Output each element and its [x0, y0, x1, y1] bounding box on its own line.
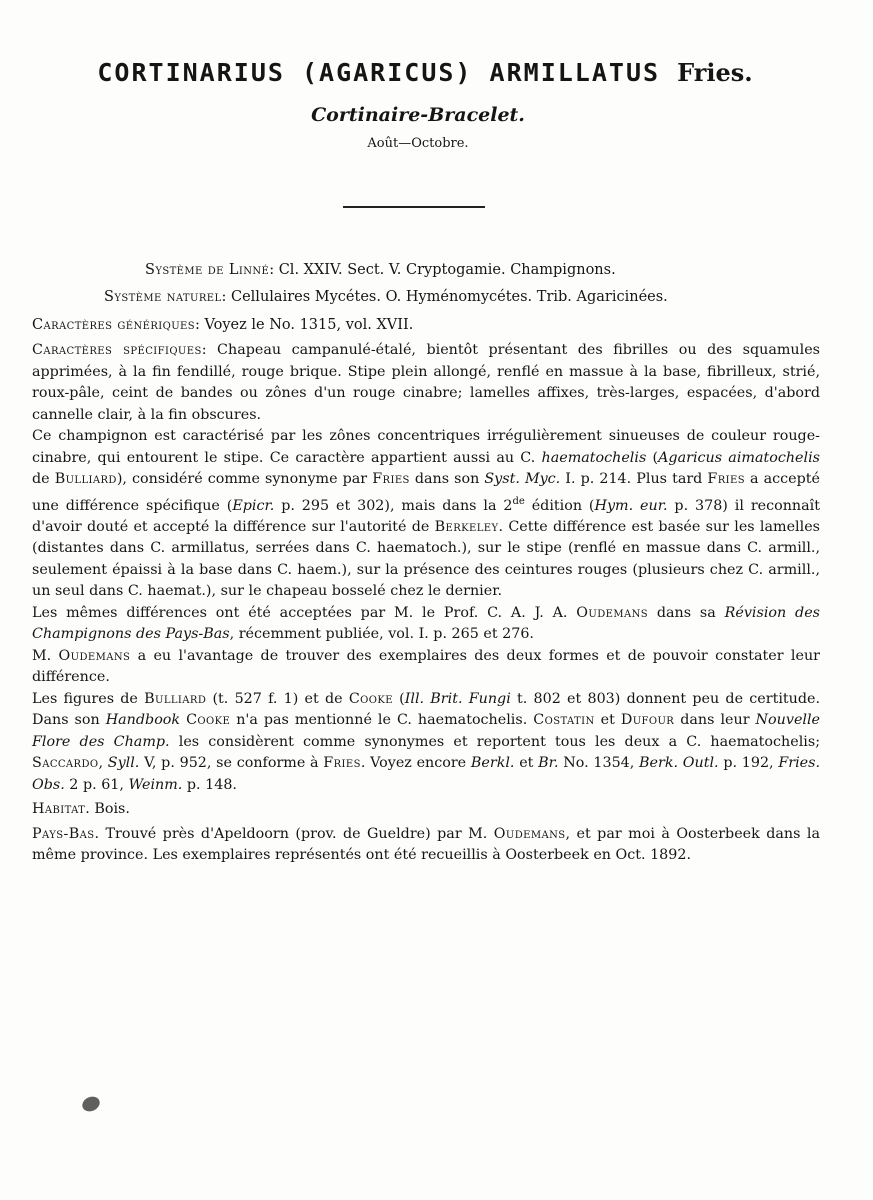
specifiques-text: : Chapeau campanulé-étalé, bientôt présentant des fibrilles ou des squamules apprimées, à la fin fendillé, rouge brique. Stipe plein allongé, renflé en massue à la base, fibrilleux, strié, roux-pâle, ceint de bandes ou zônes d'un rouge cinabre; lamelles affixes, très-larges, espacées, d'abord cannelle clair, à la fin obscures. — [32, 342, 821, 423]
naturel-label: Système naturel — [104, 289, 222, 305]
author-name: Dufour — [620, 712, 675, 729]
text: p. 295 et 302), mais dans la 2 — [274, 497, 513, 514]
linne-line — [145, 260, 616, 280]
italic-text: Berkl. — [470, 755, 515, 772]
text: . Trouvé près d'Apeldoorn (prov. de Gueldre) par M. — [94, 825, 494, 842]
species-name: CORTINARIUS (AGARICUS) ARMILLATUS — [97, 58, 661, 87]
italic-text: Ill. Brit. Fungi — [404, 690, 511, 707]
author-name: Fries — [372, 471, 410, 487]
text: p. 192, — [718, 755, 779, 772]
text: V, p. 952, se conforme à — [139, 755, 324, 772]
text: les considèrent comme synonymes et reportent tous les deux a C. haematochelis; — [169, 733, 821, 750]
text: Les mêmes différences ont été acceptées par M. le Prof. C. A. J. A. — [32, 604, 577, 621]
text: ), considéré comme synonyme par — [116, 471, 373, 487]
text: No. 1354, — [558, 755, 640, 772]
habitat-label: Habitat — [32, 801, 86, 818]
season: Août—Octobre. — [367, 136, 469, 151]
paragraph-specifiques — [32, 340, 820, 426]
text: ( — [646, 449, 659, 466]
author-name: Cooke — [348, 690, 393, 707]
italic-text: Berk. Outl. — [639, 755, 719, 772]
italic-text: Nouvelle Flore des Champ. — [32, 712, 821, 750]
generiques-line — [32, 315, 413, 335]
text: . Cette différence est basée sur les lamelles (distantes dans C. armillatus, serrées dans C. haematoch.), sur le stipe (renflé en massue dans C. armill., seulement épaissi à la base dans C. haem.), sur la présence des ceintures rouges (plusieurs chez C. armill., un seul dans C. haemat.), sur le chapeau bosselé chez le dernier. — [32, 518, 820, 600]
author-name: Costatin — [533, 712, 595, 729]
text: . Voyez encore — [360, 755, 471, 772]
paragraph-oudemans-specimens — [32, 646, 820, 689]
text: a eu l'avantage de trouver des exemplaires des deux formes et de pouvoir constater leur différence. — [32, 647, 820, 686]
species-title — [30, 58, 820, 87]
text: dans son — [409, 471, 485, 487]
ink-stain — [80, 1094, 102, 1114]
text: p. 378) il reconnaît d'avoir douté et accepté la différence sur l'autorité de — [32, 497, 820, 535]
italic-text: Epicr. — [232, 497, 275, 514]
italic-text: haematochelis — [541, 449, 647, 466]
text: a accepté une différence spécifique ( — [32, 471, 820, 514]
specifiques-label: Caractères spécifiques — [32, 342, 202, 358]
italic-text: Hym. eur. — [594, 497, 668, 514]
text: édition ( — [524, 497, 595, 514]
author-name: Bulliard — [144, 690, 207, 707]
text: Les figures de — [32, 690, 145, 707]
paragraph-figures — [32, 689, 820, 797]
text: I. p. 214. Plus tard — [560, 471, 708, 487]
pays-bas-label: Pays-Bas — [32, 825, 95, 842]
text: , récemment publiée, vol. I. p. 265 et 276. — [229, 626, 534, 643]
linne-text: : Cl. XXIV. Sect. V. Cryptogamie. Champignons. — [269, 262, 616, 278]
habitat-text: . Bois. — [85, 801, 130, 818]
naturel-text: : Cellulaires Mycétes. O. Hyménomycétes. Trib. Agaricinées. — [221, 289, 668, 305]
text: , — [98, 755, 108, 772]
text: p. 148. — [182, 776, 237, 793]
author-name: Oudemans — [58, 647, 131, 664]
italic-text: Syll. — [107, 755, 140, 772]
author-name: Cooke — [186, 712, 231, 729]
italic-text: Syst. Myc. — [484, 471, 561, 487]
italic-text: Agaricus aimatochelis — [658, 449, 820, 466]
text: et — [594, 712, 621, 729]
italic-text: Fries. Obs. — [32, 755, 821, 793]
linne-label: Système de Linné — [145, 262, 270, 278]
naturel-line — [104, 287, 668, 307]
paragraph-habitat — [32, 799, 820, 821]
text: ( — [392, 690, 405, 707]
text: dans leur — [674, 712, 756, 729]
generiques-text: : Voyez le No. 1315, vol. XVII. — [194, 317, 414, 333]
separator-rule — [343, 206, 485, 208]
generiques-label: Caractères génériques — [32, 317, 195, 333]
text: n'a pas mentionné le C. haematochelis. — [230, 712, 534, 729]
text: et — [514, 755, 539, 772]
author-name: Fries — [707, 471, 745, 487]
author-name: Fries — [323, 755, 361, 772]
author-name: Berkeley — [434, 518, 499, 535]
text: dans sa — [648, 604, 725, 621]
author-name: Saccardo — [32, 755, 99, 772]
author-name: Bulliard — [54, 471, 117, 487]
text: 2 p. 61, — [64, 776, 129, 793]
author-name: Oudemans — [576, 604, 649, 621]
paragraph-oudemans-revision — [32, 603, 820, 646]
paragraph-pays-bas — [32, 824, 820, 867]
text: (t. 527 f. 1) et de — [206, 690, 349, 707]
paragraph-characterisation — [32, 426, 820, 603]
species-author: Fries. — [677, 58, 753, 87]
text: t. 802 et 803) donnent peu de certitude. Dans son — [32, 690, 820, 729]
text: de — [32, 471, 55, 487]
body-text — [32, 340, 820, 867]
italic-text: Br. — [538, 755, 559, 772]
superscript: de — [512, 495, 525, 507]
text: M. — [32, 647, 59, 664]
common-name: Cortinaire-Bracelet. — [311, 104, 525, 126]
italic-text: Handbook — [105, 712, 181, 729]
italic-text: Weinm. — [128, 776, 183, 793]
text: , et par moi à Oosterbeek dans la même province. Les exemplaires représentés ont été recueillis à Oosterbeek en Oct. 1892. — [32, 825, 821, 864]
author-name: Oudemans — [493, 825, 566, 842]
text: Ce champignon est caractérisé par les zônes concentriques irrégulièrement sinueuses de couleur rouge-cinabre, qui entourent le stipe. Ce caractère appartient aussi au C. — [32, 428, 820, 466]
italic-text: Révision des Champignons des Pays-Bas — [32, 604, 820, 643]
